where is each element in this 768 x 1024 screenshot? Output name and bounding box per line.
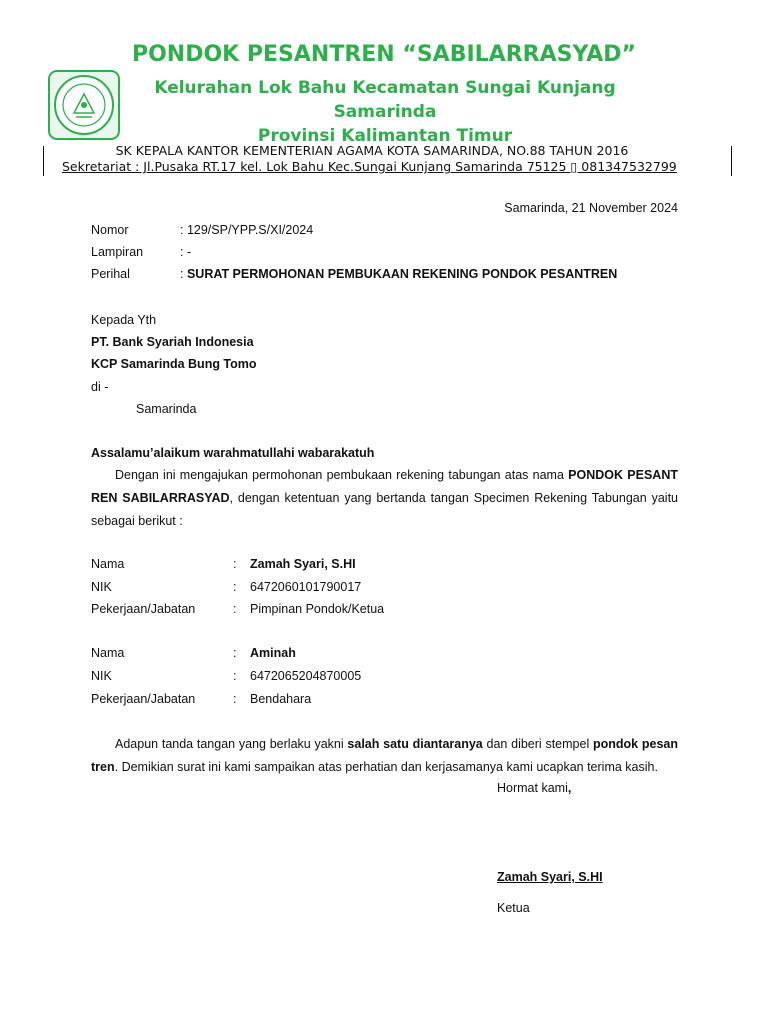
meta-label: Perihal [91,267,130,281]
meta-value: : - [180,245,192,259]
field-value: 6472060101790017 [250,580,362,594]
hormat-text: Hormat kami [497,781,568,795]
field-label: NIK [91,669,112,683]
closing-text: dan diberi stempel [482,737,593,751]
recipient-greeting: Kepada Yth [91,313,157,327]
letterhead-subtitle [140,76,630,148]
field-colon: : [233,580,237,594]
field-colon: : [233,692,237,706]
signature-title: Ketua [497,901,530,915]
signature-name: Zamah Syari, S.HI [497,870,603,884]
recipient-branch: KCP Samarinda Bung Tomo [91,357,257,371]
intro-text: Dengan ini mengajukan permohonan pembukaan rekening tabungan atas nama [115,468,569,482]
letter-date: Samarinda, 21 November 2024 [504,201,678,215]
recipient-di: di - [91,380,109,394]
meta-colon: : [180,267,187,281]
letterhead-title: PONDOK PESANTREN “SABILARRASYAD” [131,42,637,67]
field-colon: : [233,602,237,616]
field-label: Pekerjaan/Jabatan [91,602,196,616]
letterhead-address-line-3: Provinsi Kalimantan Timur [257,126,513,146]
field-label: Nama [91,646,125,660]
meta-value: : 129/SP/YPP.S/XI/2024 [180,223,314,237]
intro-paragraph [91,464,678,533]
field-value: Pimpinan Pondok/Ketua [250,602,385,616]
hormat-comma: , [567,781,572,795]
field-value: Bendahara [250,692,312,706]
field-value: Aminah [250,646,296,660]
meta-label: Nomor [91,223,129,237]
field-label: Pekerjaan/Jabatan [91,692,196,706]
recipient-bank: PT. Bank Syariah Indonesia [91,335,254,349]
closing-bold-text: salah satu diantaranya [347,737,483,751]
subject-text: SURAT PERMOHONAN PEMBUKAAN REKENING PONDOK PESANTREN [186,267,618,281]
letterhead-address-line-1: Kelurahan Lok Bahu Kecamatan Sungai Kunjang [154,78,616,98]
recipient-city: Samarinda [136,402,197,416]
letterhead-address-line-2: Samarinda [333,102,437,122]
field-label: Nama [91,557,125,571]
salam: Assalamu’alaikum warahmatullahi wabarakatuh [91,446,375,460]
field-label: NIK [91,580,112,594]
left-margin-bar [43,146,44,176]
field-value: 6472065204870005 [250,669,362,683]
field-value: Zamah Syari, S.HI [250,557,356,571]
closing-paragraph [91,733,678,779]
field-colon: : [233,646,237,660]
closing-text: Adapun tanda tangan yang berlaku yakni [115,737,348,751]
meta-value [180,267,617,281]
right-margin-bar [731,146,732,176]
closing-bold-text: pondok pesan tren [91,737,678,774]
letterhead-secretariat: Sekretariat : Jl.Pusaka RT.17 kel. Lok Bahu Kec.Sungai Kunjang Samarinda 75125 ▯ 081347532799 [62,159,677,174]
meta-label: Lampiran [91,245,144,259]
pesantren-seal-logo-icon [48,70,120,140]
field-colon: : [233,669,237,683]
field-colon: : [233,557,237,571]
closing-text: . Demikian surat ini kami sampaikan atas perhatian dan kerjasamanya kami ucapkan terima kasih. [114,760,658,774]
hormat-kami [497,781,571,795]
intro-text: , dengan ketentuan yang bertanda tangan Specimen Rekening Tabungan yaitu sebagai berikut : [91,491,678,528]
letterhead-sk-line: SK KEPALA KANTOR KEMENTERIAN AGAMA KOTA SAMARINDA, NO.88 TAHUN 2016 [115,143,629,158]
intro-account-name: PONDOK PESANT REN SABILARRASYAD [91,468,678,505]
